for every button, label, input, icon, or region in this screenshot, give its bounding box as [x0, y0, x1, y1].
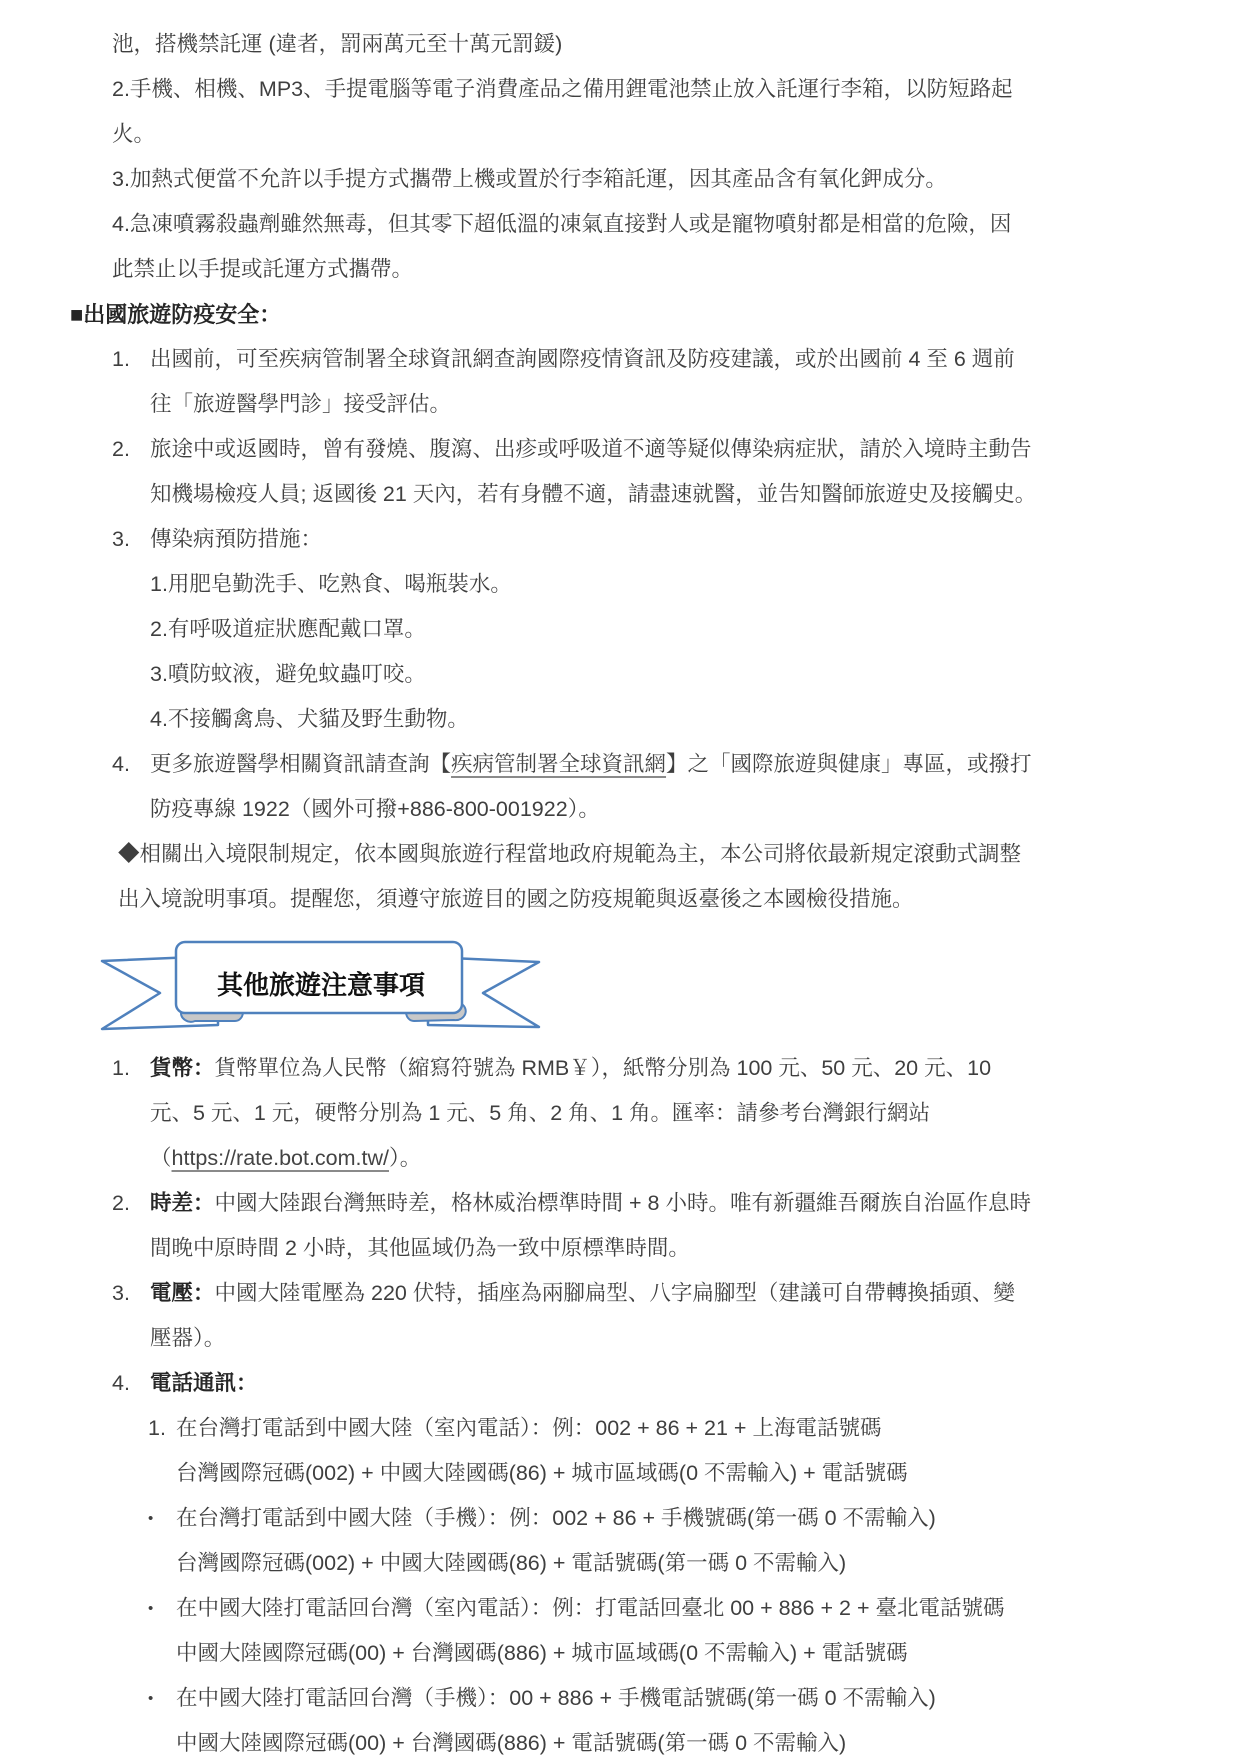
- ribbon-banner-title: 其他旅遊注意事項: [216, 970, 425, 1000]
- paragraph-text: 貨幣單位為人民幣（縮寫符號為 RMB￥），紙幣分別為 100 元、50 元、20 元、10: [214, 1056, 992, 1080]
- paragraph-line: 間晚中原時間 2 小時，其他區域仍為一致中原標準時間。: [150, 1236, 690, 1260]
- section-heading-epidemic-safety: ■出國旅遊防疫安全：: [70, 302, 282, 327]
- note-item-telephone: [112, 1361, 1136, 1406]
- prevention-measure-line: 2.有呼吸道症狀應配戴口罩。: [150, 617, 426, 641]
- paragraph-line: 出入境說明事項。提醒您，須遵守旅遊目的國之防疫規範與返臺後之本國檢役措施。: [118, 887, 914, 911]
- phone-rule-line: 在中國大陸打電話回台灣（手機）：00 + 886 + 手機電話號碼(第一碼 0 不需輸入): [176, 1686, 936, 1710]
- paragraph-line: 元、5 元、1 元，硬幣分別為 1 元、5 角、2 角、1 角。匯率：請參考台灣銀行網站: [150, 1101, 931, 1125]
- paragraph-line: 壓器）。: [150, 1326, 226, 1350]
- list-number: 2.: [112, 437, 130, 461]
- paragraph-line: 此禁止以手提或託運方式攜帶。: [112, 257, 414, 281]
- paragraph-text: 更多旅遊醫學相關資訊請查詢【: [150, 752, 452, 776]
- disease-control-website-link[interactable]: 疾病管制署全球資訊網: [451, 752, 667, 776]
- list-number: 4.: [112, 752, 130, 776]
- luggage-rules-section: [112, 22, 1136, 292]
- note-label-currency: 貨幣：: [150, 1056, 215, 1080]
- paragraph-text: （: [150, 1146, 172, 1170]
- epidemic-item-2: [112, 427, 1136, 517]
- note-label-telephone: 電話通訊：: [150, 1371, 258, 1395]
- list-number: 1.: [112, 347, 130, 371]
- paragraph-text: ）。: [389, 1146, 422, 1170]
- list-number: 4.: [112, 1371, 130, 1395]
- border-entry-note: [118, 832, 1136, 922]
- epidemic-item-3: [112, 517, 1136, 742]
- paragraph-line: 4.急凍噴霧殺蟲劑雖然無毒，但其零下超低溫的凍氣直接對人或是寵物噴射都是相當的危險，因: [112, 212, 1012, 236]
- list-number: 2.: [112, 1191, 130, 1215]
- phone-rule-tw-to-cn-landline: [148, 1406, 1136, 1496]
- prevention-measure-line: 4.不接觸禽鳥、犬貓及野生動物。: [150, 707, 469, 731]
- paragraph-line: 出國前，可至疾病管制署全球資訊網查詢國際疫情資訊及防疫建議，或於出國前 4 至 6 週前: [150, 347, 1015, 371]
- list-number: 3.: [112, 527, 130, 551]
- paragraph-line: 往「旅遊醫學門診」接受評估。: [150, 392, 452, 416]
- paragraph-line: 2.手機、相機、MP3、手提電腦等電子消費產品之備用鋰電池禁止放入託運行李箱，以防短路起: [112, 77, 1013, 101]
- epidemic-item-4: [112, 742, 1136, 832]
- bullet-marker: •: [148, 1690, 154, 1707]
- bank-exchange-rate-link[interactable]: https://rate.bot.com.tw/: [171, 1146, 389, 1170]
- ribbon-banner: [98, 935, 543, 1037]
- prevention-measure-line: 3.噴防蚊液，避免蚊蟲叮咬。: [150, 662, 426, 686]
- bullet-marker: •: [148, 1600, 154, 1617]
- phone-rule-formula: 中國大陸國際冠碼(00) + 台灣國碼(886) + 城市區域碼(0 不需輸入) + 電話號碼: [176, 1641, 908, 1665]
- list-number: 1.: [112, 1056, 130, 1080]
- prevention-measure-line: 1.用肥皂勤洗手、吃熟食、喝瓶裝水。: [150, 572, 512, 596]
- note-item-voltage: [112, 1271, 1136, 1361]
- phone-rule-formula: 中國大陸國際冠碼(00) + 台灣國碼(886) + 電話號碼(第一碼 0 不需輸入): [176, 1731, 847, 1755]
- paragraph-line: 防疫專線 1922（國外可撥+886-800-001922）。: [150, 797, 600, 821]
- note-label-time-difference: 時差：: [150, 1191, 215, 1215]
- phone-rule-line: 在台灣打電話到中國大陸（手機）：例：002 + 86 + 手機號碼(第一碼 0 不需輸入): [176, 1506, 936, 1530]
- paragraph-line: 3.加熱式便當不允許以手提方式攜帶上機或置於行李箱託運，因其產品含有氧化鉀成分。: [112, 167, 947, 191]
- phone-rule-line: 在台灣打電話到中國大陸（室內電話）：例：002 + 86 + 21 + 上海電話號碼: [176, 1416, 882, 1440]
- paragraph-text: 中國大陸電壓為 220 伏特，插座為兩腳扁型、八字扁腳型（建議可自帶轉換插頭、變: [214, 1281, 1015, 1305]
- phone-rule-tw-to-cn-mobile: [148, 1496, 1136, 1586]
- note-item-time-difference: [112, 1181, 1136, 1271]
- phone-rule-formula: 台灣國際冠碼(002) + 中國大陸國碼(86) + 城市區域碼(0 不需輸入) + 電話號碼: [176, 1461, 908, 1485]
- phone-rule-cn-to-tw-landline: [148, 1586, 1136, 1676]
- paragraph-line: ◆相關出入境限制規定，依本國與旅遊行程當地政府規範為主，本公司將依最新規定滾動式調整: [118, 842, 1022, 866]
- phone-rule-line: 在中國大陸打電話回台灣（室內電話）：例：打電話回臺北 00 + 886 + 2 + 臺北電話號碼: [176, 1596, 1005, 1620]
- paragraph-text: 中國大陸跟台灣無時差，格林威治標準時間 + 8 小時。唯有新疆維吾爾族自治區作息時: [214, 1191, 1031, 1215]
- epidemic-item-1: [112, 337, 1136, 427]
- note-label-voltage: 電壓：: [150, 1281, 215, 1305]
- note-item-currency: [112, 1046, 1136, 1181]
- paragraph-line: 池，搭機禁託運 (違者，罰兩萬元至十萬元罰鍰): [112, 32, 563, 56]
- bullet-marker: •: [148, 1510, 154, 1527]
- phone-rule-formula: 台灣國際冠碼(002) + 中國大陸國碼(86) + 電話號碼(第一碼 0 不需輸入): [176, 1551, 847, 1575]
- paragraph-line: 傳染病預防措施：: [150, 527, 323, 551]
- list-marker: 1.: [148, 1416, 166, 1440]
- paragraph-text: 】之「國際旅遊與健康」專區，或撥打: [666, 752, 1032, 776]
- phone-rule-cn-to-tw-mobile: [148, 1676, 1136, 1755]
- paragraph-line: 火。: [112, 122, 156, 146]
- paragraph-line: 知機場檢疫人員; 返國後 21 天內，若有身體不適，請盡速就醫，並告知醫師旅遊史及接觸史。: [150, 482, 1037, 506]
- list-number: 3.: [112, 1281, 130, 1305]
- paragraph-line: 旅途中或返國時，曾有發燒、腹瀉、出疹或呼吸道不適等疑似傳染病症狀，請於入境時主動告: [150, 437, 1032, 461]
